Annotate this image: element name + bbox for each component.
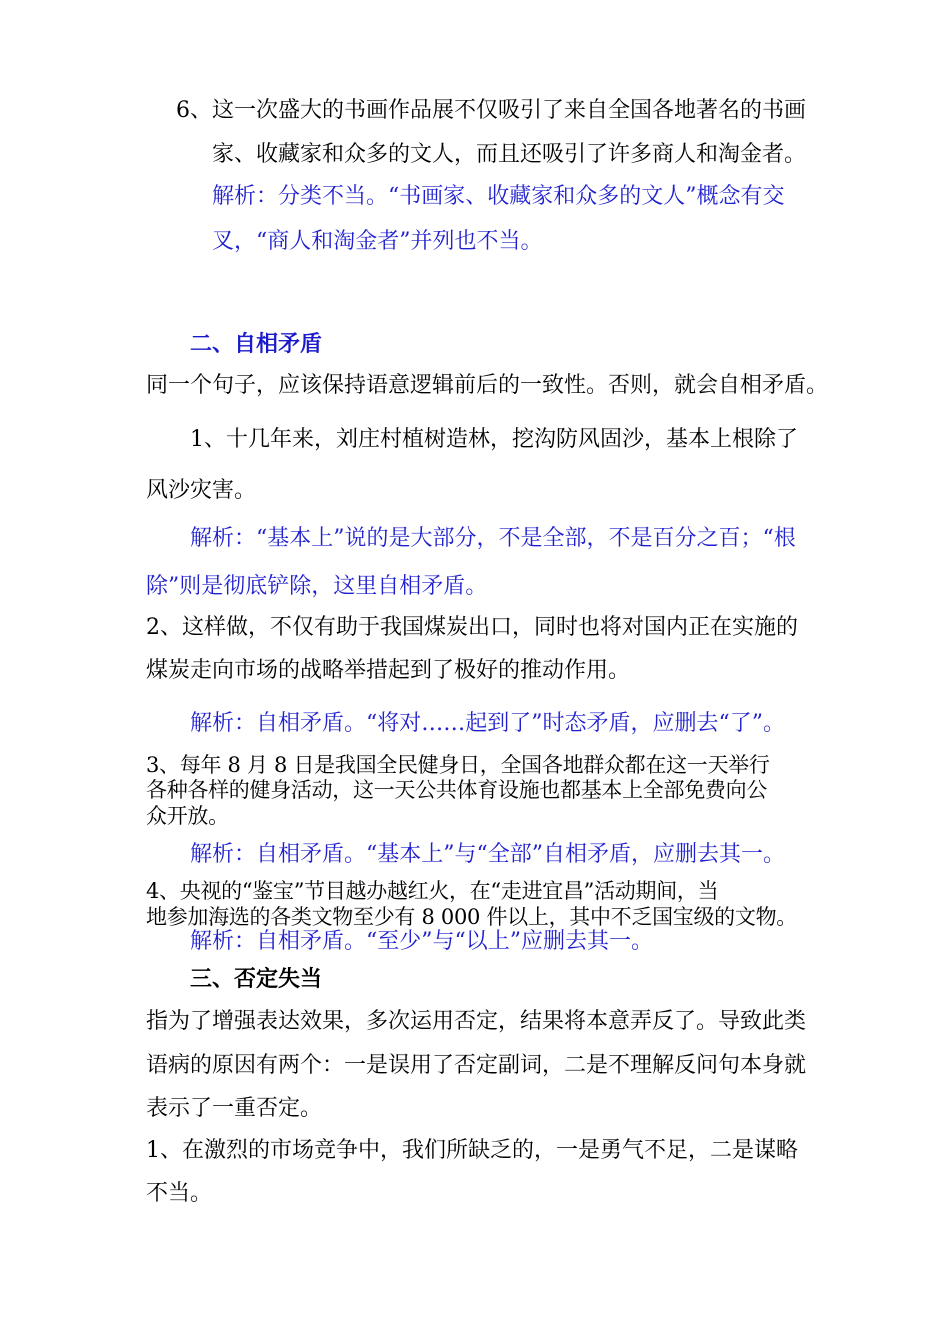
section2-q4-line2: 地参加海选的各类文物至少有 8 000 件以上，其中不乏国宝级的文物。 [146, 905, 797, 929]
section2-q1-line2: 风沙灾害。 [146, 478, 257, 503]
item6-analysis-line2: 叉，“商人和淘金者”并列也不当。 [212, 229, 543, 254]
section2-a2: 解析：自相矛盾。“将对……起到了”时态矛盾，应删去“了”。 [190, 711, 785, 736]
section2-q3-line3: 众开放。 [146, 804, 229, 828]
item6-line1: 6、这一次盛大的书画作品展不仅吸引了来自全国各地著名的书画 [176, 98, 806, 123]
section2-intro: 同一个句子，应该保持语意逻辑前后的一致性。否则，就会自相矛盾。 [146, 373, 829, 398]
section3-intro-line1: 指为了增强表达效果，多次运用否定，结果将本意弄反了。导致此类 [146, 1009, 807, 1034]
section2-a4: 解析：自相矛盾。“至少”与“以上”应删去其一。 [190, 929, 653, 954]
section2-a3: 解析：自相矛盾。“基本上”与“全部”自相矛盾，应删去其一。 [190, 842, 785, 867]
section2-q2-line2: 煤炭走向市场的战略举措起到了极好的推动作用。 [146, 658, 631, 683]
item6-analysis-line1: 解析：分类不当。“书画家、收藏家和众多的文人”概念有交 [212, 184, 785, 209]
section3-q1-line1: 1、在激烈的市场竞争中，我们所缺乏的，一是勇气不足，二是谋略 [146, 1138, 798, 1163]
section2-a1-line1: 解析：“基本上”说的是大部分，不是全部，不是百分之百；“根 [190, 526, 796, 551]
section2-q1-line1: 1、十几年来，刘庄村植树造林，挖沟防风固沙，基本上根除了 [190, 427, 798, 452]
section2-q3-line1: 3、每年 8 月 8 日是我国全民健身日，全国各地群众都在这一天举行 [146, 753, 770, 777]
section2-a1-line2: 除”则是彻底铲除，这里自相矛盾。 [146, 574, 488, 599]
item6-line2: 家、收藏家和众多的文人，而且还吸引了许多商人和淘金者。 [212, 142, 807, 167]
section3-intro-line2: 语病的原因有两个：一是误用了否定副词，二是不理解反问句本身就 [146, 1053, 807, 1078]
section2-q3-line2: 各种各样的健身活动，这一天公共体育设施也都基本上全部免费向公 [146, 778, 767, 802]
section2-q2-line1: 2、这样做，不仅有助于我国煤炭出口，同时也将对国内正在实施的 [146, 615, 798, 640]
section3-title: 三、否定失当 [190, 967, 323, 992]
section3-intro-line3: 表示了一重否定。 [146, 1096, 323, 1121]
section2-title: 二、自相矛盾 [190, 332, 323, 357]
section3-q1-line2: 不当。 [146, 1181, 213, 1206]
section2-q4-line1: 4、央视的“鉴宝”节目越办越红火，在“走进宜昌”活动期间，当 [146, 879, 719, 903]
